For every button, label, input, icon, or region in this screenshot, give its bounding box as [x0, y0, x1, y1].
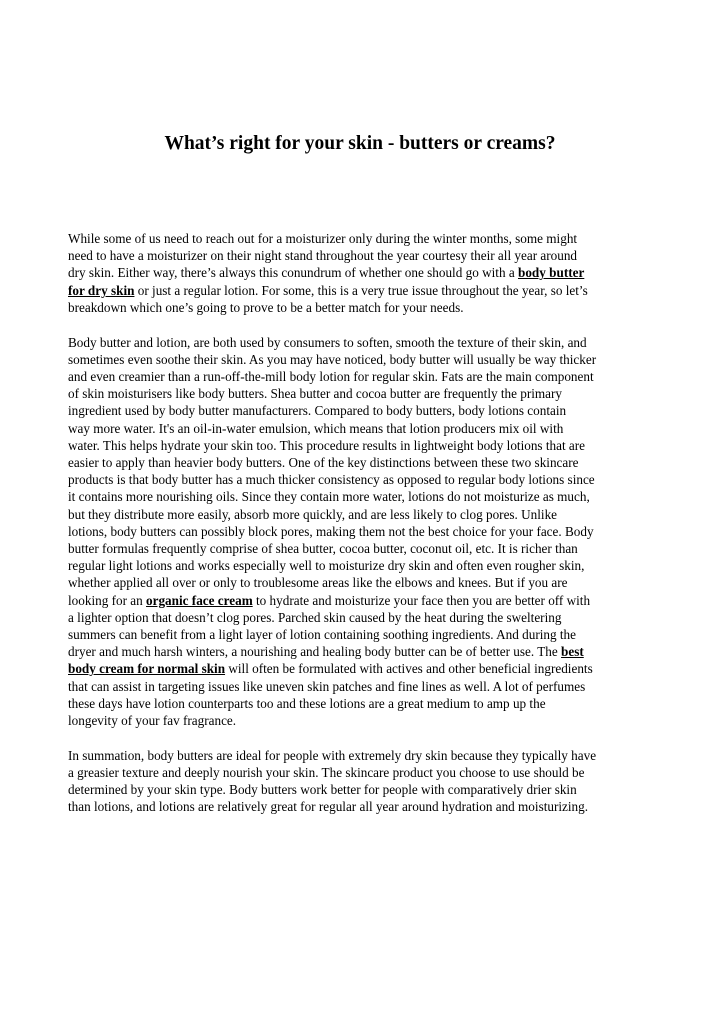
- paragraph: [68, 747, 658, 816]
- text-line: [68, 764, 658, 781]
- text-line: [68, 643, 658, 660]
- text-segment: determined by your skin type. Body butters work better for people with comparatively drier skin: [68, 782, 577, 798]
- text-line: [68, 626, 658, 643]
- text-line: [68, 402, 658, 419]
- page-title: What’s right for your skin - butters or creams?: [164, 133, 556, 154]
- text-segment: that can assist in targeting issues like uneven skin patches and fine lines as well. A lot of perfumes: [68, 678, 586, 694]
- text-line: [68, 368, 658, 385]
- text-segment: whether applied all over or only to troublesome areas like the elbows and knees. But if you are: [68, 575, 568, 591]
- text-segment: products is that body butter has a much thicker consistency as opposed to regular body lotions since: [68, 472, 595, 488]
- text-line: [68, 264, 658, 281]
- text-segment: it contains more nourishing oils. Since they contain more water, lotions do not moisturize as much,: [68, 489, 590, 505]
- text-line: [68, 798, 658, 815]
- inline-keyword-link[interactable]: for dry skin: [68, 282, 135, 298]
- text-line: [68, 334, 658, 351]
- text-segment: will often be formulated with actives and other beneficial ingredients: [225, 661, 593, 677]
- text-segment: water. This helps hydrate your skin too. This procedure results in lightweight body lotions that are: [68, 437, 586, 453]
- text-segment: need to have a moisturizer on their night stand throughout the year courtesy their all year around: [68, 248, 578, 264]
- text-segment: but they distribute more easily, absorb more quickly, and are less likely to clog pores. Unlike: [68, 506, 558, 522]
- text-line: [68, 747, 658, 764]
- text-segment: ingredient used by body butter manufacturers. Compared to body butters, body lotions contain: [68, 403, 567, 419]
- text-line: [68, 712, 658, 729]
- text-segment: longevity of your fav fragrance.: [68, 713, 237, 729]
- text-line: [68, 557, 658, 574]
- text-line: [68, 609, 658, 626]
- text-segment: regular light lotions and works especially well to moisturize dry skin and often even rougher skin,: [68, 558, 585, 574]
- text-segment: looking for an: [68, 592, 147, 608]
- text-segment: and even creamier than a run-off-the-mill body lotion for regular skin. Fats are the main component: [68, 369, 594, 385]
- text-segment: breakdown which one’s going to prove to be a better match for your needs.: [68, 299, 464, 315]
- text-line: [68, 299, 658, 316]
- text-segment: a greasier texture and deeply nourish your skin. The skincare product you choose to use should be: [68, 765, 585, 781]
- text-segment: or just a regular lotion. For some, this is a very true issue throughout the year, so let’s: [134, 282, 588, 298]
- text-line: [68, 678, 658, 695]
- inline-keyword-link[interactable]: organic face cream: [146, 592, 253, 608]
- text-segment: While some of us need to reach out for a moisturizer only during the winter months, some might: [68, 231, 578, 246]
- text-line: [68, 540, 658, 557]
- text-segment: dry skin. Either way, there’s always this conundrum of whether one should go with a: [68, 265, 518, 281]
- paragraph: [68, 334, 658, 730]
- inline-keyword-link[interactable]: body butter: [518, 265, 585, 281]
- text-line: [68, 523, 658, 540]
- text-segment: summers can benefit from a light layer of lotion containing soothing ingredients. And during the: [68, 627, 576, 643]
- text-line: [68, 574, 658, 591]
- text-segment: to hydrate and moisturize your face then you are better off with: [252, 592, 591, 608]
- text-line: [68, 282, 658, 299]
- text-line: [68, 488, 658, 505]
- text-line: [68, 592, 658, 609]
- text-line: [68, 506, 658, 523]
- text-line: [68, 695, 658, 712]
- text-line: [68, 420, 658, 437]
- text-line: [68, 230, 658, 247]
- paragraph: [68, 230, 658, 316]
- text-segment: these days have lotion counterparts too and these lotions are a great medium to amp up the: [68, 695, 546, 711]
- text-line: [68, 247, 658, 264]
- text-line: [68, 437, 658, 454]
- text-segment: sometimes even soothe their skin. As you may have noticed, body butter will usually be way thicker: [68, 351, 597, 367]
- text-segment: easier to apply than heavier body butters. One of the key distinctions between these two skincare: [68, 455, 579, 471]
- article-body: [68, 230, 658, 833]
- text-segment: butter formulas frequently comprise of shea butter, cocoa butter, coconut oil, etc. It is richer than: [68, 541, 578, 557]
- text-line: [68, 385, 658, 402]
- text-segment: than lotions, and lotions are relatively great for regular all year around hydration and moisturizing.: [68, 799, 589, 815]
- text-segment: a lighter option that doesn’t clog pores. Parched skin caused by the heat during the sweltering: [68, 609, 562, 625]
- text-line: [68, 471, 658, 488]
- text-segment: In summation, body butters are ideal for people with extremely dry skin because they typically have: [68, 747, 597, 763]
- text-segment: dryer and much harsh winters, a nourishing and healing body butter can be of better use. The: [68, 644, 562, 660]
- inline-keyword-link[interactable]: best: [561, 644, 584, 660]
- inline-keyword-link[interactable]: body cream for normal skin: [68, 661, 226, 677]
- text-segment: of skin moisturisers like body butters. Shea butter and cocoa butter are frequently the primary: [68, 386, 563, 402]
- text-line: [68, 660, 658, 677]
- text-segment: way more water. It's an oil-in-water emulsion, which means that lotion producers mix oil with: [68, 420, 564, 436]
- text-segment: Body butter and lotion, are both used by consumers to soften, smooth the texture of their skin, and: [68, 334, 587, 350]
- text-line: [68, 781, 658, 798]
- text-segment: lotions, body butters can possibly block pores, making them not the best choice for your face. Body: [68, 523, 594, 539]
- text-line: [68, 351, 658, 368]
- text-line: [68, 454, 658, 471]
